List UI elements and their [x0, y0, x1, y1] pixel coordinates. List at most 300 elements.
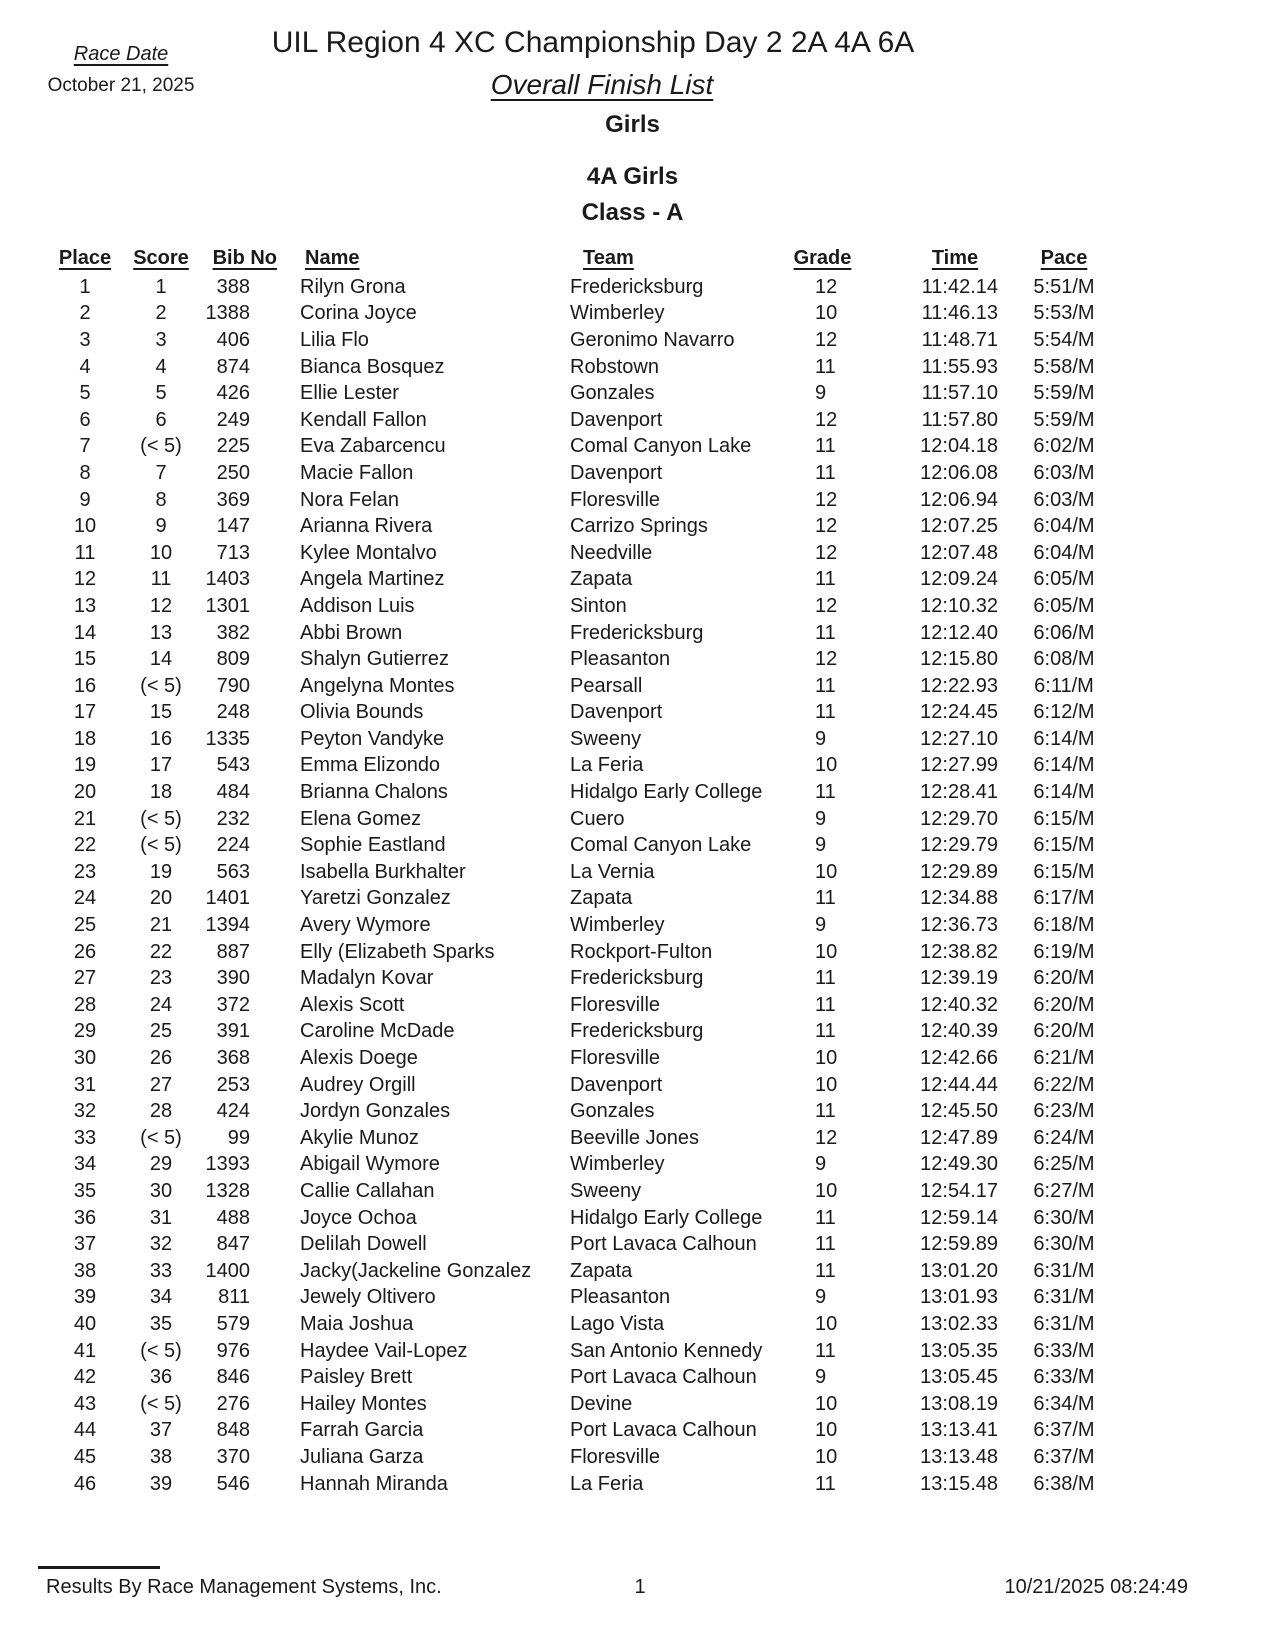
cell-name: Bianca Bosquez	[300, 355, 445, 378]
cell-score: (< 5)	[140, 834, 182, 857]
cell-score: 18	[149, 781, 173, 804]
cell-time: 12:29.70	[920, 807, 998, 830]
cell-grade: 10	[815, 754, 838, 777]
cell-spacer	[852, 1019, 912, 1046]
cell-grade: 11	[815, 1100, 836, 1123]
cell-place: 11	[74, 541, 96, 564]
header-cell-time	[912, 236, 998, 274]
result-row	[40, 1205, 1130, 1232]
cell-team: Sweeny	[570, 1179, 642, 1202]
cell-pace: 6:23/M	[1033, 1100, 1095, 1123]
cell-name: Madalyn Kovar	[300, 967, 434, 990]
cell-time: 13:15.48	[920, 1472, 998, 1495]
result-row	[40, 1231, 1130, 1258]
cell-bib: 1400	[205, 1259, 250, 1282]
cell-time: 12:09.24	[920, 568, 998, 591]
cell-bib: 1393	[205, 1153, 250, 1176]
cell-pace: 6:38/M	[1033, 1472, 1095, 1495]
cell-score: 37	[149, 1419, 173, 1442]
header-label-pace: Pace	[1040, 247, 1088, 269]
header-cell-spacer	[852, 236, 912, 274]
cell-place: 3	[79, 328, 91, 351]
cell-grade: 12	[815, 275, 838, 298]
cell-spacer	[852, 939, 912, 966]
cell-grade: 9	[815, 1286, 827, 1309]
result-row	[40, 567, 1130, 594]
cell-place: 24	[73, 887, 97, 910]
cell-bib: 232	[216, 807, 250, 830]
cell-score: 16	[149, 727, 173, 750]
cell-pace: 6:08/M	[1033, 648, 1095, 671]
cell-place: 1	[79, 275, 91, 298]
result-row	[40, 832, 1130, 859]
cell-score: 3	[155, 328, 167, 351]
cell-time: 12:06.08	[920, 461, 998, 484]
cell-place: 10	[73, 515, 97, 538]
cell-spacer	[852, 1311, 912, 1338]
cell-pace: 6:12/M	[1033, 701, 1095, 724]
cell-place: 6	[79, 408, 91, 431]
result-row	[40, 1258, 1130, 1285]
cell-place: 5	[79, 382, 91, 405]
cell-grade: 12	[815, 408, 838, 431]
cell-spacer	[852, 301, 912, 328]
cell-score: 19	[149, 860, 173, 883]
result-row	[40, 806, 1130, 833]
footer-timestamp: 10/21/2025 08:24:49	[1004, 1576, 1188, 1598]
cell-score: 31	[149, 1206, 173, 1229]
cell-bib: 424	[216, 1100, 250, 1123]
cell-time: 13:02.33	[920, 1312, 998, 1335]
cell-time: 12:39.19	[920, 967, 998, 990]
cell-team: Pearsall	[570, 674, 643, 697]
cell-score: 38	[149, 1445, 173, 1468]
cell-place: 34	[73, 1153, 97, 1176]
cell-spacer	[852, 380, 912, 407]
result-row	[40, 460, 1130, 487]
results-table	[40, 236, 1130, 1497]
cell-name: Sophie Eastland	[300, 834, 446, 857]
cell-bib: 1301	[205, 594, 250, 617]
cell-grade: 10	[815, 1392, 838, 1415]
cell-place: 21	[73, 807, 97, 830]
cell-grade: 12	[815, 541, 838, 564]
cell-grade: 10	[815, 1419, 838, 1442]
cell-grade: 11	[815, 701, 836, 724]
cell-time: 12:24.45	[920, 701, 998, 724]
cell-spacer	[852, 407, 912, 434]
cell-place: 40	[73, 1312, 97, 1335]
cell-score: 7	[155, 461, 167, 484]
cell-time: 12:27.10	[920, 727, 998, 750]
result-row	[40, 965, 1130, 992]
results-table-body	[40, 274, 1130, 1497]
cell-time: 11:42.14	[921, 275, 998, 298]
cell-score: (< 5)	[140, 1339, 182, 1362]
cell-bib: 382	[216, 621, 250, 644]
cell-place: 36	[73, 1206, 97, 1229]
header-cell-pace	[998, 236, 1130, 274]
cell-spacer	[852, 567, 912, 594]
cell-team: Zapata	[570, 887, 633, 910]
result-row	[40, 646, 1130, 673]
cell-grade: 10	[815, 302, 838, 325]
cell-spacer	[852, 540, 912, 567]
cell-bib: 249	[216, 408, 250, 431]
cell-pace: 6:06/M	[1033, 621, 1095, 644]
cell-team: Pleasanton	[570, 648, 671, 671]
header-label-score: Score	[133, 247, 189, 269]
cell-place: 9	[79, 488, 91, 511]
result-row	[40, 886, 1130, 913]
cell-pace: 6:05/M	[1033, 568, 1095, 591]
cell-team: Davenport	[570, 701, 663, 724]
cell-bib: 369	[216, 488, 250, 511]
cell-team: Floresville	[570, 1445, 661, 1468]
cell-place: 28	[73, 993, 97, 1016]
cell-time: 12:29.79	[920, 834, 998, 857]
cell-time: 12:07.48	[920, 541, 998, 564]
cell-place: 43	[73, 1392, 97, 1415]
result-row	[40, 673, 1130, 700]
cell-time: 12:40.39	[920, 1020, 998, 1043]
cell-pace: 6:04/M	[1033, 541, 1095, 564]
cell-team: Floresville	[570, 1047, 661, 1070]
cell-time: 12:34.88	[920, 887, 998, 910]
cell-name: Haydee Vail-Lopez	[300, 1339, 468, 1362]
cell-place: 35	[73, 1179, 97, 1202]
result-row	[40, 1444, 1130, 1471]
cell-bib: 847	[216, 1233, 250, 1256]
cell-pace: 6:37/M	[1033, 1445, 1095, 1468]
cell-grade: 11	[815, 993, 836, 1016]
cell-time: 11:46.13	[921, 302, 998, 325]
cell-pace: 5:59/M	[1033, 408, 1095, 431]
cell-grade: 11	[815, 1020, 836, 1043]
result-row	[40, 1471, 1130, 1498]
cell-grade: 10	[815, 1047, 838, 1070]
cell-name: Caroline McDade	[300, 1020, 455, 1043]
cell-bib: 406	[216, 328, 250, 351]
cell-score: 5	[155, 382, 167, 405]
cell-score: 24	[149, 993, 173, 1016]
cell-score: 30	[149, 1179, 173, 1202]
cell-bib: 1394	[205, 914, 250, 937]
cell-spacer	[852, 1098, 912, 1125]
cell-spacer	[852, 779, 912, 806]
result-row	[40, 1311, 1130, 1338]
cell-time: 12:22.93	[920, 674, 998, 697]
cell-time: 12:47.89	[920, 1126, 998, 1149]
cell-bib: 225	[216, 435, 250, 458]
cell-place: 17	[73, 701, 97, 724]
cell-team: Davenport	[570, 461, 663, 484]
cell-spacer	[852, 593, 912, 620]
cell-pace: 6:15/M	[1033, 807, 1095, 830]
cell-time: 12:07.25	[920, 515, 998, 538]
cell-team: Fredericksburg	[570, 275, 704, 298]
cell-team: La Feria	[570, 754, 644, 777]
cell-time: 11:55.93	[921, 355, 998, 378]
cell-grade: 10	[815, 1312, 838, 1335]
cell-time: 12:45.50	[920, 1100, 998, 1123]
cell-bib: 368	[216, 1047, 250, 1070]
cell-score: 36	[149, 1366, 173, 1389]
cell-team: Davenport	[570, 408, 663, 431]
result-row	[40, 1418, 1130, 1445]
cell-place: 8	[79, 461, 91, 484]
cell-place: 13	[73, 594, 97, 617]
cell-name: Alexis Scott	[300, 993, 405, 1016]
cell-grade: 9	[815, 807, 827, 830]
result-row	[40, 700, 1130, 727]
cell-name: Elly (Elizabeth Sparks	[300, 940, 495, 963]
cell-bib: 391	[216, 1020, 250, 1043]
header-cell-score	[130, 236, 192, 274]
result-row	[40, 859, 1130, 886]
cell-grade: 11	[815, 621, 836, 644]
cell-pace: 6:14/M	[1033, 754, 1095, 777]
cell-pace: 5:59/M	[1033, 382, 1095, 405]
cell-score: 39	[149, 1472, 173, 1495]
cell-name: Emma Elizondo	[300, 754, 441, 777]
cell-pace: 6:21/M	[1033, 1047, 1095, 1070]
cell-time: 12:12.40	[920, 621, 998, 644]
cell-pace: 6:22/M	[1033, 1073, 1095, 1096]
cell-place: 18	[73, 727, 97, 750]
cell-spacer	[852, 1471, 912, 1498]
cell-team: Devine	[570, 1392, 633, 1415]
cell-place: 45	[73, 1445, 97, 1468]
cell-team: Wimberley	[570, 1153, 665, 1176]
cell-place: 42	[73, 1366, 97, 1389]
header-cell-place	[40, 236, 130, 274]
cell-team: Wimberley	[570, 302, 665, 325]
cell-spacer	[852, 832, 912, 859]
cell-pace: 6:18/M	[1033, 914, 1095, 937]
cell-time: 11:48.71	[921, 328, 998, 351]
cell-time: 12:06.94	[920, 488, 998, 511]
cell-name: Maia Joshua	[300, 1312, 414, 1335]
cell-score: 2	[155, 302, 167, 325]
cell-team: Carrizo Springs	[570, 515, 708, 538]
cell-spacer	[852, 1444, 912, 1471]
cell-pace: 6:05/M	[1033, 594, 1095, 617]
cell-name: Paisley Brett	[300, 1366, 413, 1389]
cell-spacer	[852, 753, 912, 780]
cell-grade: 9	[815, 914, 827, 937]
cell-place: 46	[73, 1472, 97, 1495]
cell-score: (< 5)	[140, 674, 182, 697]
cell-team: Port Lavaca Calhoun	[570, 1233, 757, 1256]
cell-bib: 976	[216, 1339, 250, 1362]
header-cell-bib	[192, 236, 277, 274]
cell-score: 11	[150, 568, 172, 591]
cell-grade: 12	[815, 328, 838, 351]
cell-time: 12:04.18	[920, 435, 998, 458]
cell-bib: 250	[216, 461, 250, 484]
cell-spacer	[852, 1231, 912, 1258]
cell-team: Zapata	[570, 568, 633, 591]
cell-place: 2	[79, 302, 91, 325]
cell-grade: 9	[815, 1153, 827, 1176]
cell-grade: 11	[815, 674, 836, 697]
cell-place: 26	[73, 940, 97, 963]
result-row	[40, 434, 1130, 461]
header-label-team: Team	[583, 247, 634, 269]
cell-grade: 11	[815, 461, 836, 484]
result-row	[40, 1285, 1130, 1312]
cell-team: Geronimo Navarro	[570, 328, 735, 351]
cell-name: Jacky(Jackeline Gonzalez	[300, 1259, 532, 1282]
cell-score: 1	[155, 275, 167, 298]
cell-place: 23	[73, 860, 97, 883]
cell-place: 12	[73, 568, 97, 591]
cell-place: 16	[73, 674, 97, 697]
cell-pace: 6:20/M	[1033, 967, 1095, 990]
cell-spacer	[852, 965, 912, 992]
cell-name: Elena Gomez	[300, 807, 422, 830]
cell-team: Pleasanton	[570, 1286, 671, 1309]
cell-time: 13:08.19	[920, 1392, 998, 1415]
result-row	[40, 274, 1130, 301]
cell-name: Farrah Garcia	[300, 1419, 424, 1442]
result-row	[40, 912, 1130, 939]
result-row	[40, 1045, 1130, 1072]
gender-heading: Girls	[605, 111, 660, 138]
cell-place: 29	[73, 1020, 97, 1043]
cell-score: 21	[149, 914, 173, 937]
cell-name: Yaretzi Gonzalez	[300, 887, 451, 910]
cell-spacer	[852, 327, 912, 354]
cell-grade: 9	[815, 727, 827, 750]
cell-bib: 846	[216, 1366, 250, 1389]
cell-pace: 6:15/M	[1033, 860, 1095, 883]
cell-spacer	[852, 1072, 912, 1099]
cell-time: 12:44.44	[920, 1073, 998, 1096]
cell-bib: 546	[216, 1472, 250, 1495]
cell-score: 14	[149, 648, 173, 671]
cell-pace: 5:58/M	[1033, 355, 1095, 378]
cell-team: La Vernia	[570, 860, 655, 883]
cell-pace: 6:25/M	[1033, 1153, 1095, 1176]
cell-name: Angelyna Montes	[300, 674, 455, 697]
cell-pace: 5:54/M	[1033, 328, 1095, 351]
cell-spacer	[852, 1125, 912, 1152]
cell-spacer	[852, 912, 912, 939]
header-label-place: Place	[58, 247, 112, 269]
cell-name: Addison Luis	[300, 594, 415, 617]
cell-place: 37	[73, 1233, 97, 1256]
cell-score: 34	[149, 1286, 173, 1309]
cell-grade: 11	[815, 1472, 836, 1495]
cell-name: Macie Fallon	[300, 461, 414, 484]
cell-score: 15	[149, 701, 173, 724]
cell-grade: 10	[815, 1179, 838, 1202]
cell-score: 20	[149, 887, 173, 910]
cell-grade: 9	[815, 1366, 827, 1389]
cell-name: Akylie Munoz	[300, 1126, 419, 1149]
cell-spacer	[852, 1285, 912, 1312]
result-row	[40, 487, 1130, 514]
cell-time: 12:15.80	[920, 648, 998, 671]
result-row	[40, 620, 1130, 647]
cell-bib: 248	[216, 701, 250, 724]
footer-divider	[38, 1566, 160, 1569]
cell-bib: 224	[216, 834, 250, 857]
cell-grade: 12	[815, 1126, 838, 1149]
cell-name: Audrey Orgill	[300, 1073, 416, 1096]
cell-pace: 6:15/M	[1033, 834, 1095, 857]
cell-spacer	[852, 434, 912, 461]
cell-pace: 6:03/M	[1033, 461, 1095, 484]
cell-bib: 563	[216, 860, 250, 883]
cell-spacer	[852, 274, 912, 301]
result-row	[40, 407, 1130, 434]
cell-team: Robstown	[570, 355, 659, 378]
cell-grade: 10	[815, 1445, 838, 1468]
cell-name: Delilah Dowell	[300, 1233, 427, 1256]
cell-place: 41	[73, 1339, 97, 1362]
cell-score: 26	[149, 1047, 173, 1070]
header-label-time: Time	[931, 247, 979, 269]
cell-place: 30	[73, 1047, 97, 1070]
cell-time: 12:40.32	[920, 993, 998, 1016]
cell-spacer	[852, 673, 912, 700]
cell-time: 12:10.32	[920, 594, 998, 617]
cell-pace: 6:33/M	[1033, 1339, 1095, 1362]
cell-place: 19	[73, 754, 97, 777]
cell-team: Needville	[570, 541, 653, 564]
cell-spacer	[852, 354, 912, 381]
cell-spacer	[852, 886, 912, 913]
cell-spacer	[852, 1152, 912, 1179]
cell-place: 25	[73, 914, 97, 937]
result-row	[40, 513, 1130, 540]
cell-grade: 12	[815, 515, 838, 538]
cell-time: 12:27.99	[920, 754, 998, 777]
header-cell-grade	[793, 236, 852, 274]
cell-grade: 9	[815, 382, 827, 405]
cell-name: Kylee Montalvo	[300, 541, 437, 564]
cell-score: 6	[155, 408, 167, 431]
cell-spacer	[852, 1205, 912, 1232]
cell-name: Juliana Garza	[300, 1445, 424, 1468]
result-row	[40, 540, 1130, 567]
cell-pace: 6:17/M	[1033, 887, 1095, 910]
footer-credit: Results By Race Management Systems, Inc.	[46, 1576, 442, 1598]
cell-name: Callie Callahan	[300, 1179, 435, 1202]
cell-time: 13:13.48	[920, 1445, 998, 1468]
cell-score: 32	[149, 1233, 173, 1256]
cell-name: Ellie Lester	[300, 382, 399, 405]
result-row	[40, 753, 1130, 780]
cell-team: Rockport-Fulton	[570, 940, 713, 963]
cell-score: 27	[149, 1073, 173, 1096]
cell-name: Hailey Montes	[300, 1392, 427, 1415]
result-row	[40, 1098, 1130, 1125]
cell-name: Olivia Bounds	[300, 701, 424, 724]
cell-score: 33	[149, 1259, 173, 1282]
cell-spacer	[852, 859, 912, 886]
cell-bib: 713	[216, 541, 250, 564]
result-row	[40, 1338, 1130, 1365]
cell-pace: 6:24/M	[1033, 1126, 1095, 1149]
cell-team: Fredericksburg	[570, 967, 704, 990]
cell-bib: 372	[216, 993, 250, 1016]
cell-name: Nora Felan	[300, 488, 399, 511]
cell-score: (< 5)	[140, 435, 182, 458]
